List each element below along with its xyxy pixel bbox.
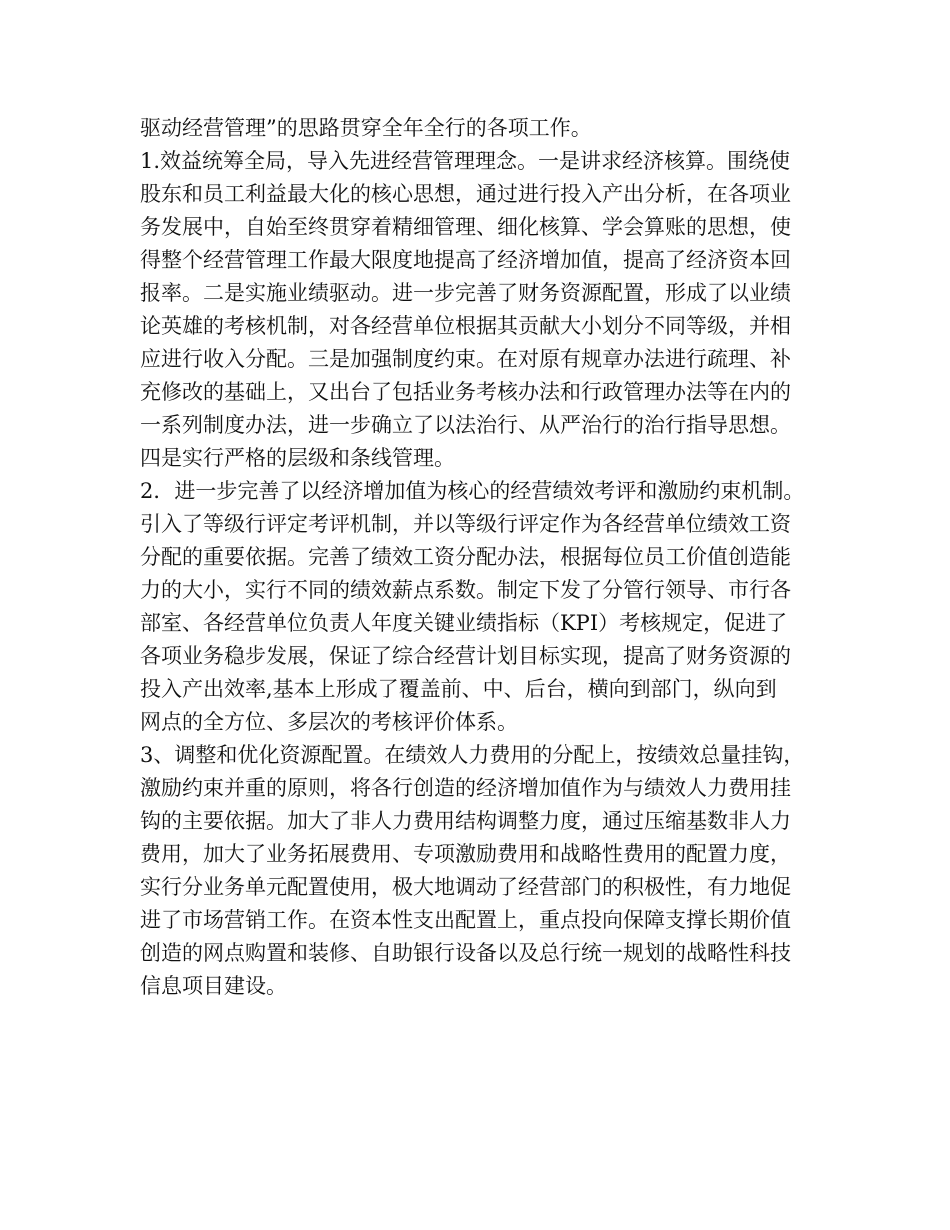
text-line: 创造的网点购置和装修、自助银行设备以及总行统一规划的战略性科技 [140,941,791,965]
text-line: 信息项目建设。 [140,974,287,998]
text-line: 网点的全方位、多层次的考核评价体系。 [140,710,518,734]
text-line: 投入产出效率,基本上形成了覆盖前、中、后台，横向到部门，纵向到 [140,677,777,701]
document-body [140,112,830,1003]
text-line: 力的大小，实行不同的绩效薪点系数。制定下发了分管行领导、市行各 [140,578,791,602]
text-line: 驱动经营管理”的思路贯穿全年全行的各项工作。 [140,116,592,140]
text-line: 论英雄的考核机制，对各经营单位根据其贡献大小划分不同等级，并相 [140,314,791,338]
text-line: 进了市场营销工作。在资本性支出配置上，重点投向保障支撑长期价值 [140,908,791,932]
text-line: 应进行收入分配。三是加强制度约束。在对原有规章办法进行疏理、补 [140,347,791,371]
text-line: 务发展中，自始至终贯穿着精细管理、细化核算、学会算账的思想，使 [140,215,791,239]
text-line: 1.效益统筹全局，导入先进经营管理理念。一是讲求经济核算。围绕使 [140,149,791,173]
text-line: 各项业务稳步发展，保证了综合经营计划目标实现，提高了财务资源的 [140,644,791,668]
text-line: 2．进一步完善了以经济增加值为核心的经营绩效考评和激励约束机制。 [140,479,805,503]
text-line: 分配的重要依据。完善了绩效工资分配办法，根据每位员工价值创造能 [140,545,791,569]
text-line: 钩的主要依据。加大了非人力费用结构调整力度，通过压缩基数非人力 [140,809,791,833]
text-line: 股东和员工利益最大化的核心思想，通过进行投入产出分析，在各项业 [140,182,791,206]
text-line: 3、调整和优化资源配置。在绩效人力费用的分配上，按绩效总量挂钩， [140,743,805,767]
text-line: 实行分业务单元配置使用，极大地调动了经营部门的积极性，有力地促 [140,875,791,899]
text-line: 四是实行严格的层级和条线管理。 [140,446,455,470]
text-line: 充修改的基础上，又出台了包括业务考核办法和行政管理办法等在内的 [140,380,791,404]
text-line: 费用，加大了业务拓展费用、专项激励费用和战略性费用的配置力度， [140,842,791,866]
text-line: 报率。二是实施业绩驱动。进一步完善了财务资源配置，形成了以业绩 [140,281,791,305]
text-line: 得整个经营管理工作最大限度地提高了经济增加值，提高了经济资本回 [140,248,791,272]
text-line: 部室、各经营单位负责人年度关键业绩指标（KPI）考核规定，促进了 [140,611,788,635]
text-line: 引入了等级行评定考评机制，并以等级行评定作为各经营单位绩效工资 [140,512,791,536]
text-line: 激励约束并重的原则，将各行创造的经济增加值作为与绩效人力费用挂 [140,776,791,800]
text-line: 一系列制度办法，进一步确立了以法治行、从严治行的治行指导思想。 [140,413,791,437]
